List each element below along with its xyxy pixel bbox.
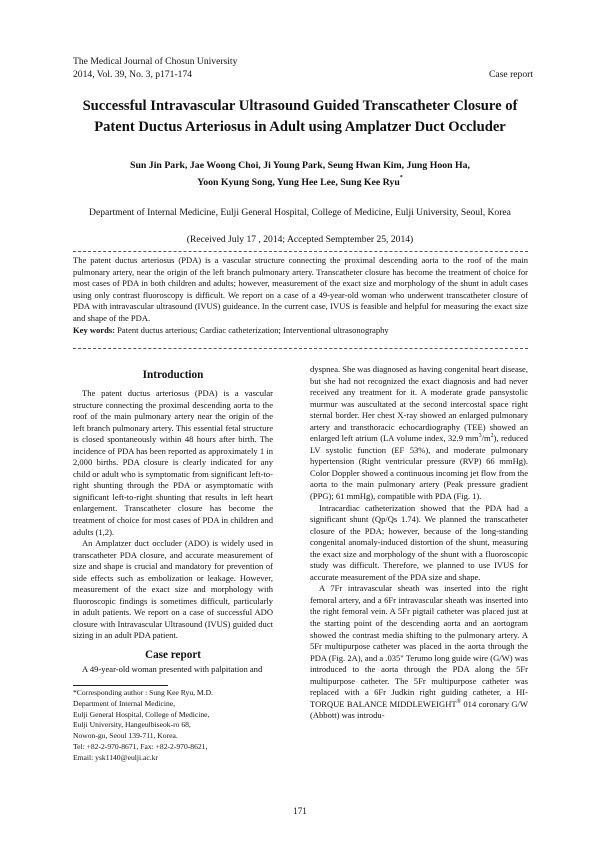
email-text: Email: ysk1140@eulji.ac.kr [73,752,158,762]
article-title [40,96,560,137]
case-paragraph-2: Intracardiac catheterization showed that the PDA had a significant shunt (Qp/Qs 1.74). We planned the transcatheter closure of the PDA; however, because of the long-standing congenital anomaly-induced distortion of the shunt, measuring the exact size and morphology of the shunt with a fluoroscopic study was difficult. Therefore, we planned to use IVUS for accurate measurement of the PDA size and shape. [310,502,528,582]
journal-issue: 2014, Vol. 39, No. 3, p171-174 [73,68,193,80]
case-paragraph-3: A 7Fr intravascular sheath was inserted into the right femoral artery, and a 6Fr intravascular sheath was inserted into the right femoral vein. A 5Fr pigtail catheter was placed just at the starting point of the descending aorta and an aortogram showed the contrast media shifting to the pulmonary artery. A 5Fr multipurpose catheter was placed in the aorta through the PDA (Fig. 2A), and a .035" Terumo long guide wire (G/W) was introduced to the aorta through the PDA along the 5Fr multipurpose catheter. The 5Fr multipurpose catheter was replaced with a 6Fr Judkin right guiding catheter, a HI-TORQUE BALANCE MIDDLEWEIGHT® 014 coronary G/W (Abbott) was introdu- [310,583,528,721]
keywords-text: Patent ductus arterious; Cardiac catheterization; Interventional ultrasonography [115,324,389,335]
authors [40,158,560,191]
footnote-rule [73,685,168,686]
article-type: Case report [489,68,533,80]
journal-name: The Medical Journal of Chosun University [73,56,238,67]
authors-line-1: Sun Jin Park, Jae Woong Choi, Ji Young Park, Seung Hwan Kim, Jung Hoon Ha, [130,160,470,171]
divider-top [73,251,528,252]
keywords-label: Key words: [73,324,116,335]
left-column [73,368,273,676]
authors-line-2: Yoon Kyung Song, Yung Hee Lee, Sung Kee Ryu [197,176,400,188]
abstract-text: The patent ductus arteriosus (PDA) is a vascular structure connecting the proximal descending aorta to the roof of the main pulmonary artery, near the origin of the left branch pulmonary artery. Transcatheter closure has become the treatment of choice for most cases of PDA in both children and adults; however, measurement of the exact size and morphology of the shunt in adult cases using only contrast fluoroscopy is difficult. We report on a case of a 49-year-old woman who underwent transcatheter closure of PDA with intravascular ultrasound (IVUS) guideance. In the current case, IVUS is feasible and helpful for measuring the exact size and shape of the PDA. [73,255,528,323]
intro-heading: Introduction [142,369,204,381]
case-heading: Case report [144,649,202,662]
title-line-2: Patent Ductus Arteriosus in Adult using Amplatzer Duct Occluder [94,118,506,135]
corresponding-footnote: *Corresponding author : Sung Kee Ryu, M.D. Department of Internal Medicine, Eulji General Hospital, College of Medicine, Eulji University, Hangeulbiseok-ro 68, Nowon-gu, Seoul 139-711, Korea. Tel: +82-2-970-8671, Fax: +82-2-970-8621, Email: ysk1140@eulji.ac.kr [73,688,283,764]
affiliation: Department of Internal Medicine, Eulji General Hospital, College of Medicine, Eulji University, Seoul, Korea [89,207,511,218]
page-number: 171 [293,806,307,816]
received-dates: (Received July 17 , 2014; Accepted Semptember 25, 2014) [186,234,414,245]
title-line-1: Successful Intravascular Ultrasound Guided Transcatheter Closure of [82,98,518,114]
case-paragraph-cont: dyspnea. She was diagnosed as having congenital heart disease, but she had not recognized the exact diagnosis and had never received any treatment for it. A moderate grade pansystolic murmur was auscultated at the second intercostal space right sternal border. Her chest X-ray showed an enlarged pulmonary artery and transthoracic echocardiography (TEE) showed an enlarged left atrium (LA volume index, 32.9 $mm^3/m^2$), reduced LV systolic function (EF 53%), and moderate pulmonary hypertension (Right ventricular pressure (RVP) 66 mmHg). Color Doppler showed a continuous incoming jet flow from the aorta to the main pulmonary artery (Peak pressure gradient (PPG); 61 mmHg), compatible with PDA (Fig. 1). [310,364,528,502]
divider-bottom [73,348,528,349]
intro-paragraph-1: The patent ductus arteriosus (PDA) is a vascular structure connecting the proximal descending aorta to the roof of the main pulmonary artery near the origin of the left branch pulmonary artery. This essential fetal structure is closed spontaneously within 48 hours after birth. The incidence of PDA has been reported as approximately 1 in 2,000 births. PDA closure is clearly indicated for any child or adult who is symptomatic from significant left-to-right shunting through the PDA or asymptomatic with significant left-to-right shunting that results in left heart enlargement. Transcatheter closure has become the treatment of choice for most cases of PDA in children and adults (1,2). [73,388,273,537]
intro-paragraph-2: An Amplatzer duct occluder (ADO) is widely used in transcatheter PDA closure, and accurate measurement of size and shape is crucial and mandatory for prevention of side effects such as embolization or leakage. However, measurement of the exact size and morphology with fluoroscopic findings is sometimes difficult, particularly in adult patients. We report on a case of successful ADO closure with Intravascular Ultrasound (IVUS) guided duct sizing in an adult PDA patient. [73,538,273,641]
corresponding-mark: * [399,174,403,181]
right-column [310,364,528,722]
case-paragraph-1: A 49-year-old woman presented with palpitation and [82,664,263,675]
abstract [73,255,528,336]
journal-header [73,56,533,81]
